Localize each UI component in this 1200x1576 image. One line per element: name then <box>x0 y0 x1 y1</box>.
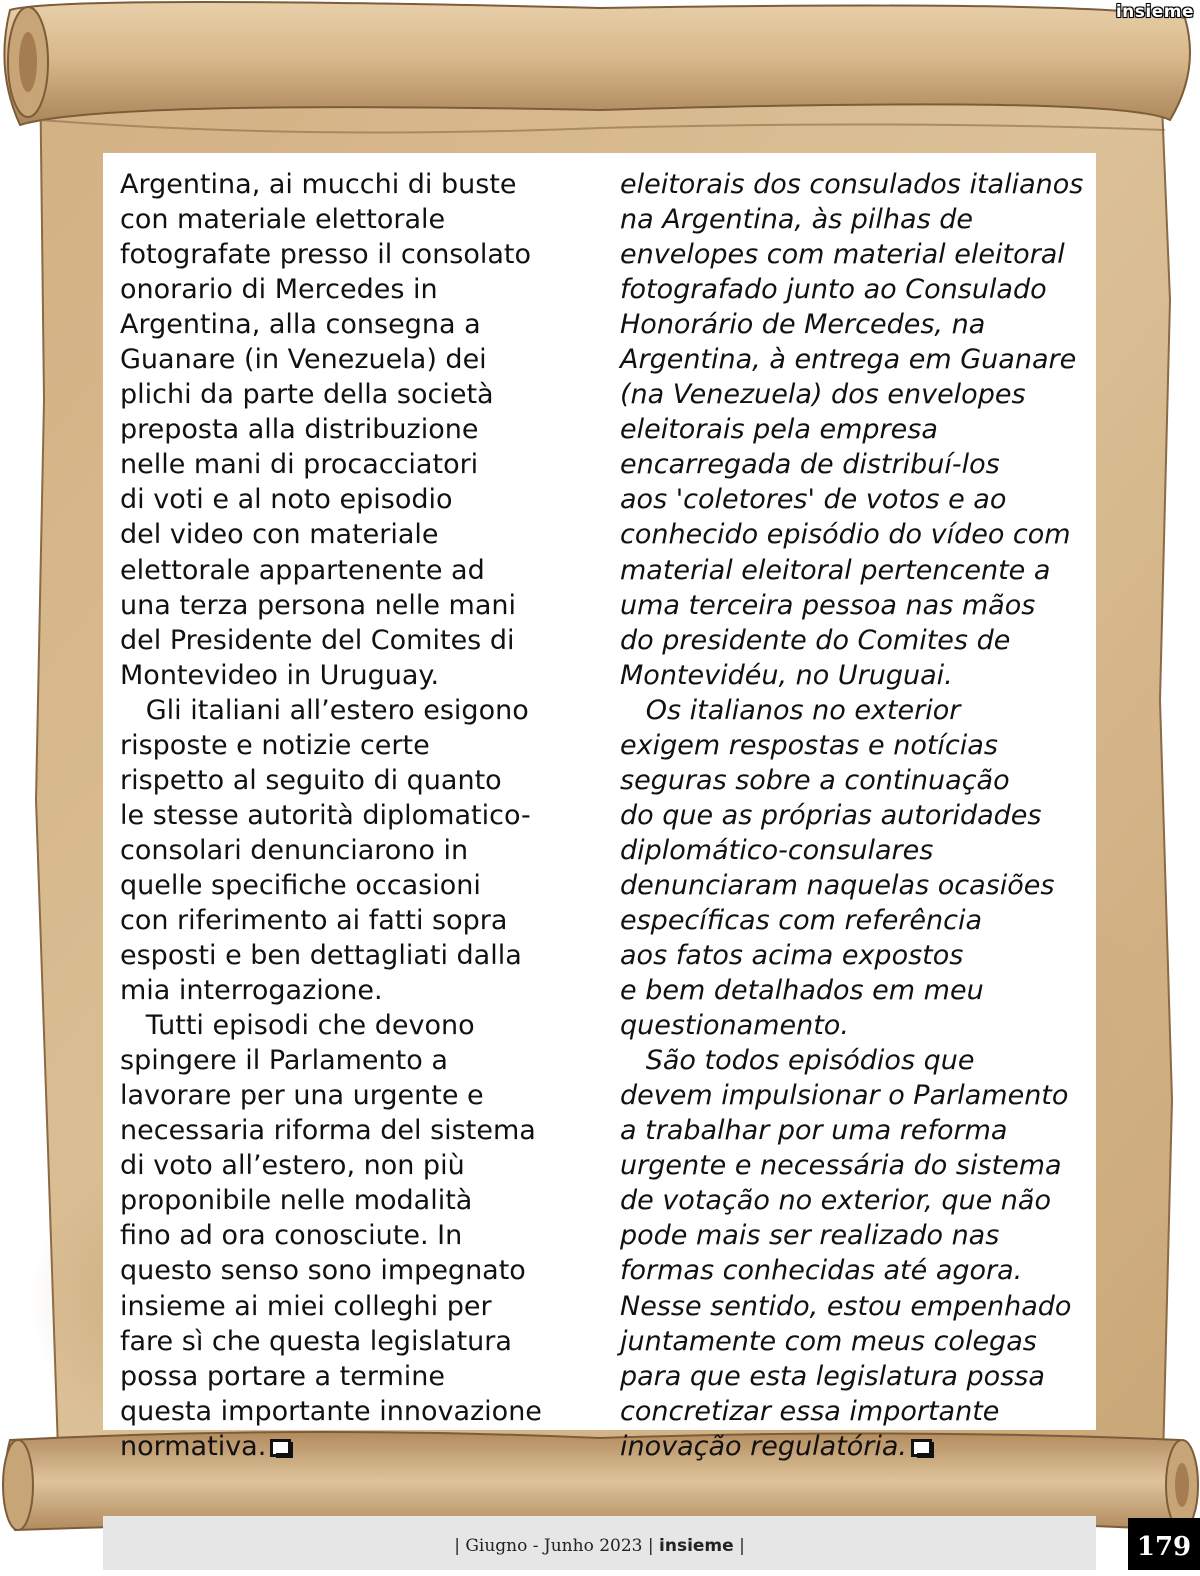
footer-text <box>103 1516 1096 1570</box>
portuguese-text-line: de votação no exterior, que não <box>620 1185 1051 1217</box>
portuguese-text-line: conhecido episódio do vídeo com <box>620 519 1071 551</box>
italian-text-line: fino ad ora conosciute. In <box>120 1220 463 1252</box>
italian-text-line: Tutti episodi che devono <box>120 1010 475 1042</box>
portuguese-text-line: Argentina, à entrega em Guanare <box>620 344 1077 376</box>
portuguese-text-line: aos 'coletores' de votos e ao <box>620 484 1007 516</box>
portuguese-text-line: e bem detalhados em meu <box>620 975 984 1007</box>
italian-text-line: plichi da parte della società <box>120 379 494 411</box>
italian-text-line: una terza persona nelle mani <box>120 589 517 621</box>
footer-brand: insieme <box>659 1536 734 1556</box>
italian-text-line: le stesse autorità diplomatico- <box>120 799 531 831</box>
page-number: 179 <box>1128 1518 1200 1570</box>
portuguese-text-line: específicas com referência <box>620 904 983 936</box>
end-of-article-icon <box>911 1439 933 1457</box>
portuguese-text-line: Nesse sentido, estou empenhado <box>620 1290 1072 1322</box>
portuguese-text-line: inovação regulatória. <box>620 1429 1090 1464</box>
portuguese-text-line: concretizar essa importante <box>620 1395 1000 1427</box>
italian-text-line: elettorale appartenente ad <box>120 554 485 586</box>
portuguese-text-line: denunciaram naquelas ocasiões <box>620 869 1055 901</box>
italian-text-line: onorario di Mercedes in <box>120 274 438 306</box>
italian-text-line: fare sì che questa legislatura <box>120 1325 512 1357</box>
italian-text-line: Argentina, ai mucchi di buste <box>120 169 517 200</box>
italian-text-line: rispetto al seguito di quanto <box>120 764 502 796</box>
portuguese-text-line: uma terceira pessoa nas mãos <box>620 589 1036 621</box>
portuguese-text-line: a trabalhar por uma reforma <box>620 1115 1008 1147</box>
portuguese-text-line: do que as próprias autoridades <box>620 799 1042 831</box>
italian-column <box>120 167 590 1464</box>
end-of-article-icon <box>270 1439 292 1457</box>
italian-text-line: Gli italiani all’estero esigono <box>120 694 529 726</box>
italian-text-line: preposta alla distribuzione <box>120 414 479 446</box>
italian-text-line: normativa. <box>120 1429 590 1464</box>
italian-text-line: esposti e ben dettagliati dalla <box>120 940 522 972</box>
portuguese-text-line: material eleitoral pertencente a <box>620 554 1051 586</box>
portuguese-text-line: envelopes com material eleitoral <box>620 239 1065 271</box>
italian-text-line: fotografate presso il consolato <box>120 239 532 271</box>
italian-text-line: Guanare (in Venezuela) dei <box>120 344 487 376</box>
portuguese-text-line: para que esta legislatura possa <box>620 1360 1045 1392</box>
italian-text-line: possa portare a termine <box>120 1360 445 1392</box>
italian-text-line: questo senso sono impegnato <box>120 1255 526 1287</box>
article-text-panel <box>103 153 1096 1462</box>
italian-text-line: lavorare per una urgente e <box>120 1080 484 1112</box>
portuguese-text-line: Os italianos no exterior <box>620 694 961 726</box>
portuguese-text-line: aos fatos acima expostos <box>620 940 964 972</box>
header-brand-logo: insieme <box>1115 2 1194 22</box>
italian-text-line: necessaria riforma del sistema <box>120 1115 536 1147</box>
portuguese-text-line: na Argentina, às pilhas de <box>620 204 973 236</box>
portuguese-text-line: fotografado junto ao Consulado <box>620 274 1047 306</box>
italian-text-line: mia interrogazione. <box>120 975 383 1007</box>
portuguese-text-line: (na Venezuela) dos envelopes <box>620 379 1026 411</box>
portuguese-text-line: eleitorais dos consulados italianos <box>620 169 1084 200</box>
italian-text-line: consolari denunciarono in <box>120 834 469 866</box>
italian-text-line: risposte e notizie certe <box>120 729 430 761</box>
portuguese-text-line: formas conhecidas até agora. <box>620 1255 1023 1287</box>
italian-text-line: Argentina, alla consegna a <box>120 309 481 341</box>
portuguese-text-line: São todos episódios que <box>620 1045 975 1077</box>
italian-text-line: quelle specifiche occasioni <box>120 869 481 901</box>
italian-text-line: Montevideo in Uruguay. <box>120 659 440 691</box>
portuguese-column <box>620 167 1090 1464</box>
portuguese-text-line: eleitorais pela empresa <box>620 414 938 446</box>
italian-text-line: con materiale elettorale <box>120 204 446 236</box>
footer-bar <box>103 1516 1096 1570</box>
portuguese-text-line: devem impulsionar o Parlamento <box>620 1080 1069 1112</box>
italian-text-line: con riferimento ai fatti sopra <box>120 904 508 936</box>
italian-text-line: questa importante innovazione <box>120 1395 542 1427</box>
portuguese-text-line: urgente e necessária do sistema <box>620 1150 1062 1182</box>
portuguese-text-line: diplomático-consulares <box>620 834 934 866</box>
portuguese-text-line: Honorário de Mercedes, na <box>620 309 986 341</box>
italian-text-line: spingere il Parlamento a <box>120 1045 448 1077</box>
italian-text-line: nelle mani di procacciatori <box>120 449 479 481</box>
italian-text-line: di voto all’estero, non più <box>120 1150 465 1182</box>
portuguese-text-line: pode mais ser realizado nas <box>620 1220 1000 1252</box>
portuguese-text-line: juntamente com meus colegas <box>620 1325 1037 1357</box>
footer-date: | Giugno - Junho 2023 | <box>454 1536 654 1556</box>
portuguese-text-line: seguras sobre a continuação <box>620 764 1010 796</box>
italian-text-line: insieme ai miei colleghi per <box>120 1290 492 1322</box>
portuguese-text-line: questionamento. <box>620 1010 849 1042</box>
portuguese-text-line: do presidente do Comites de <box>620 624 1011 656</box>
italian-text-line: del video con materiale <box>120 519 439 551</box>
italian-text-line: proponibile nelle modalità <box>120 1185 473 1217</box>
footer-suffix: | <box>739 1536 745 1556</box>
portuguese-text-line: Montevidéu, no Uruguai. <box>620 659 953 691</box>
portuguese-text-line: encarregada de distribuí-los <box>620 449 1000 481</box>
italian-text-line: di voti e al noto episodio <box>120 484 453 516</box>
portuguese-text-line: exigem respostas e notícias <box>620 729 998 761</box>
italian-text-line: del Presidente del Comites di <box>120 624 515 656</box>
